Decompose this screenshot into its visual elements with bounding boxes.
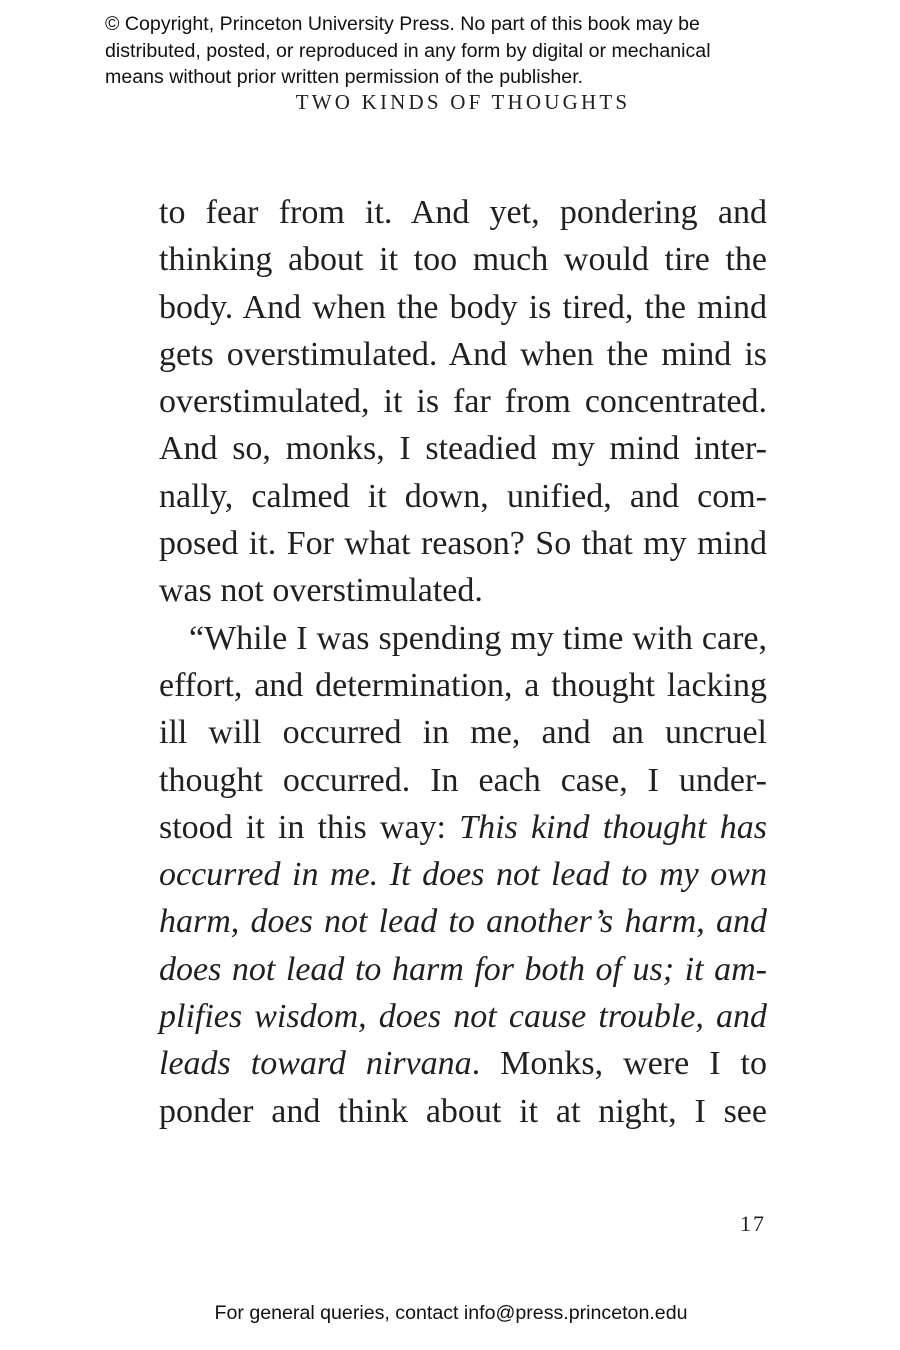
text-line: gets overstimulated. And when the mind is <box>159 335 767 373</box>
text-line <box>159 993 767 1040</box>
text-line: thought occurred. In each case, I under- <box>159 761 767 799</box>
running-head: TWO KINDS OF THOUGHTS <box>295 90 631 114</box>
page-number: 17 <box>740 1211 766 1236</box>
italic-segment: plifies wisdom, does not cause trouble, and <box>159 998 767 1036</box>
text-line: overstimulated, it is far from concentrated. <box>159 383 767 421</box>
text-line: effort, and determination, a thought lacking <box>159 666 767 704</box>
italic-segment: This kind thought has <box>459 808 768 846</box>
italic-segment: leads toward nirvana <box>159 1045 472 1083</box>
copyright-line: © Copyright, Princeton University Press. No part of this book may be <box>105 13 700 35</box>
italic-segment: does not lead to harm for both of us; it am- <box>159 950 767 988</box>
copyright-notice <box>105 11 825 91</box>
text-line <box>159 1040 767 1087</box>
text-line: thinking about it too much would tire the <box>159 241 767 279</box>
text-line <box>159 851 767 898</box>
copyright-line: distributed, posted, or reproduced in any form by digital or mechanical <box>105 39 711 62</box>
text-line: nally, calmed it down, unified, and com- <box>159 477 767 515</box>
italic-segment: harm, does not lead to another’s harm, and <box>159 903 767 941</box>
text-line <box>159 804 767 851</box>
text-line: ponder and think about it at night, I see <box>159 1092 767 1130</box>
copyright-line: means without prior written permission of the publisher. <box>105 66 584 88</box>
text-line: ill will occurred in me, and an uncruel <box>159 714 767 752</box>
footer-contact: For general queries, contact info@press.princeton.edu <box>214 1302 688 1324</box>
text-line: And so, monks, I steadied my mind inter- <box>159 430 767 468</box>
italic-segment: occurred in me. It does not lead to my own <box>159 856 767 894</box>
body-text <box>159 189 767 1135</box>
text-segment: . Monks, were I to <box>471 1045 767 1083</box>
text-line: “While I was spending my time with care, <box>189 619 767 657</box>
text-line <box>159 946 767 993</box>
text-line <box>159 898 767 945</box>
text-segment: stood it in this way: <box>159 808 460 846</box>
text-line: was not overstimulated. <box>159 572 483 610</box>
text-line: posed it. For what reason? So that my mind <box>159 525 767 563</box>
text-line: body. And when the body is tired, the mind <box>159 288 767 326</box>
text-line: to fear from it. And yet, pondering and <box>159 194 767 231</box>
